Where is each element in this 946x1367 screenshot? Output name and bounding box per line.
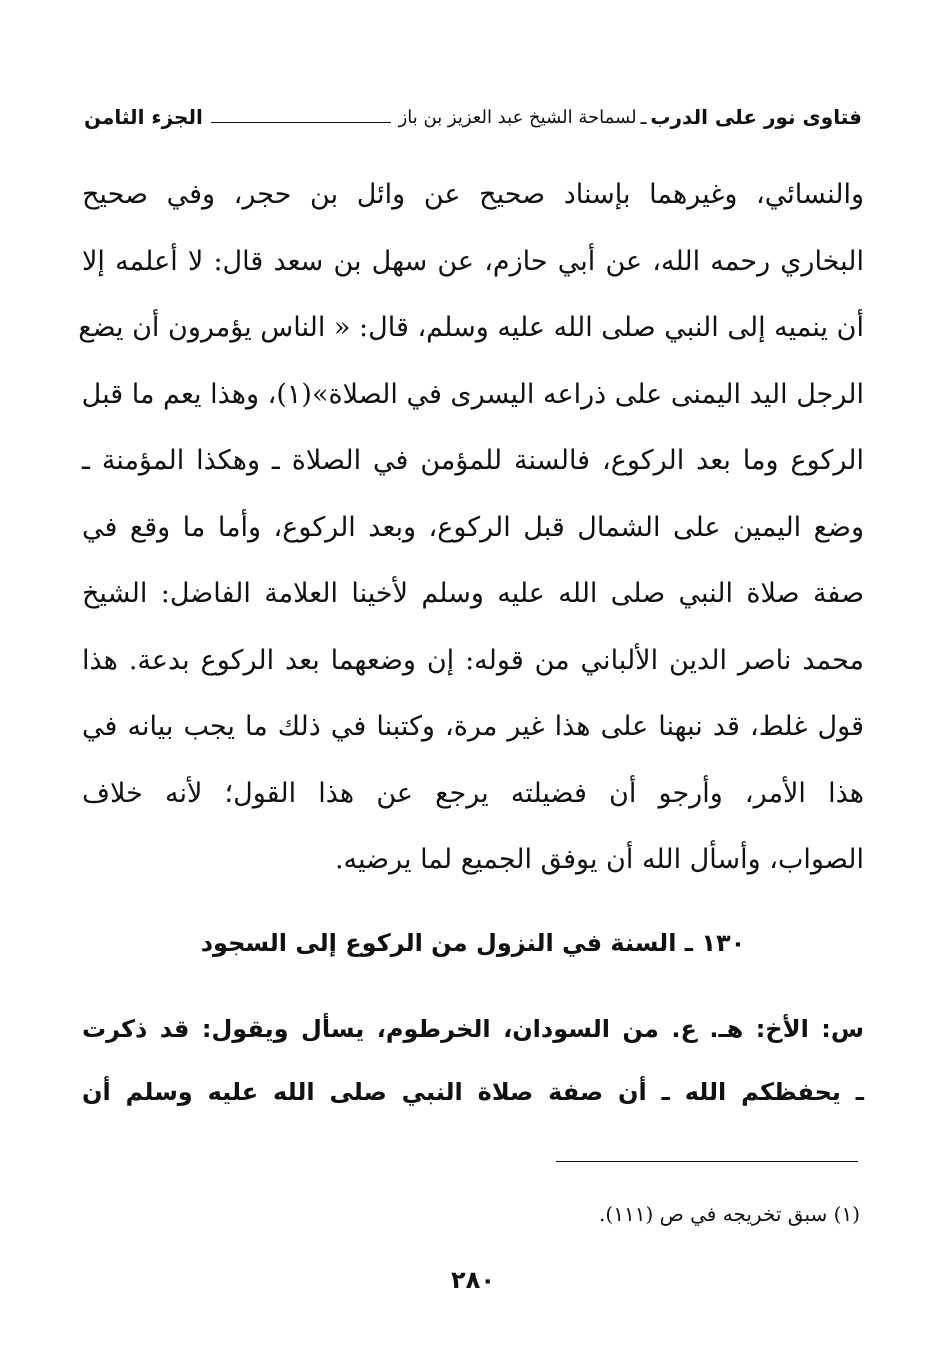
header-rule: [211, 122, 391, 123]
body-line: والنسائي، وغيرهما بإسناد صحيح عن وائل بن حجر، وفي صحيح: [82, 179, 864, 210]
body-line: هذا الأمر، وأرجو أن فضيلته يرجع عن هذا القول؛ لأنه خلاف: [82, 777, 864, 809]
volume-label: الجزء الثامن: [84, 105, 203, 129]
author-name: لسماحة الشيخ عبد العزيز بن باز: [398, 106, 637, 128]
question-line: س: الأخ: هـ. ع. من السودان، الخرطوم، يسأل ويقول: قد ذكرت: [82, 1015, 864, 1043]
body-line: قول غلط، قد نبهنا على هذا غير مرة، وكتبنا في ذلك ما يجب بيانه في: [82, 711, 864, 742]
page-number: ٢٨٠: [451, 1266, 495, 1294]
question-paragraph: [82, 1004, 864, 1130]
body-line: صفة صلاة النبي صلى الله عليه وسلم لأخينا العلامة الفاضل: الشيخ: [82, 578, 864, 609]
body-line: محمد ناصر الدين الألباني من قوله: إن وضعهما بعد الركوع بدعة. هذا: [82, 644, 864, 676]
body-line: الصواب، وأسأل الله أن يوفق الجميع لما يرضيه.: [334, 844, 864, 875]
body-line: أن ينميه إلى النبي صلى الله عليه وسلم، قال: « الناس يؤمرون أن يضع: [78, 312, 864, 343]
section-heading: ١٣٠ ـ السنة في النزول من الركوع إلى السجود: [200, 929, 746, 957]
body-line: وضع اليمين على الشمال قبل الركوع، وبعد الركوع، وأما ما وقع في: [82, 511, 864, 543]
body-line: الرجل اليد اليمنى على ذراعه اليسرى في الصلاة»(١)، وهذا يعم ما قبل: [81, 378, 864, 410]
running-header: [84, 98, 862, 136]
book-title: فتاوى نور على الدرب: [650, 105, 862, 129]
footnote: (١) سبق تخريجه في ص (١١١).: [599, 1202, 860, 1226]
body-line: الركوع وما بعد الركوع، فالسنة للمؤمن في الصلاة ـ وهكذا المؤمنة ـ: [82, 445, 864, 476]
body-line: البخاري رحمه الله، عن أبي حازم، عن سهل بن سعد قال: لا أعلمه إلا: [82, 245, 864, 277]
question-line: ـ يحفظكم الله ـ أن صفة صلاة النبي صلى الله عليه وسلم أن: [82, 1078, 864, 1106]
header-separator: ـ: [640, 105, 647, 129]
footnote-rule: [556, 1161, 858, 1162]
body-paragraph: [78, 170, 864, 902]
